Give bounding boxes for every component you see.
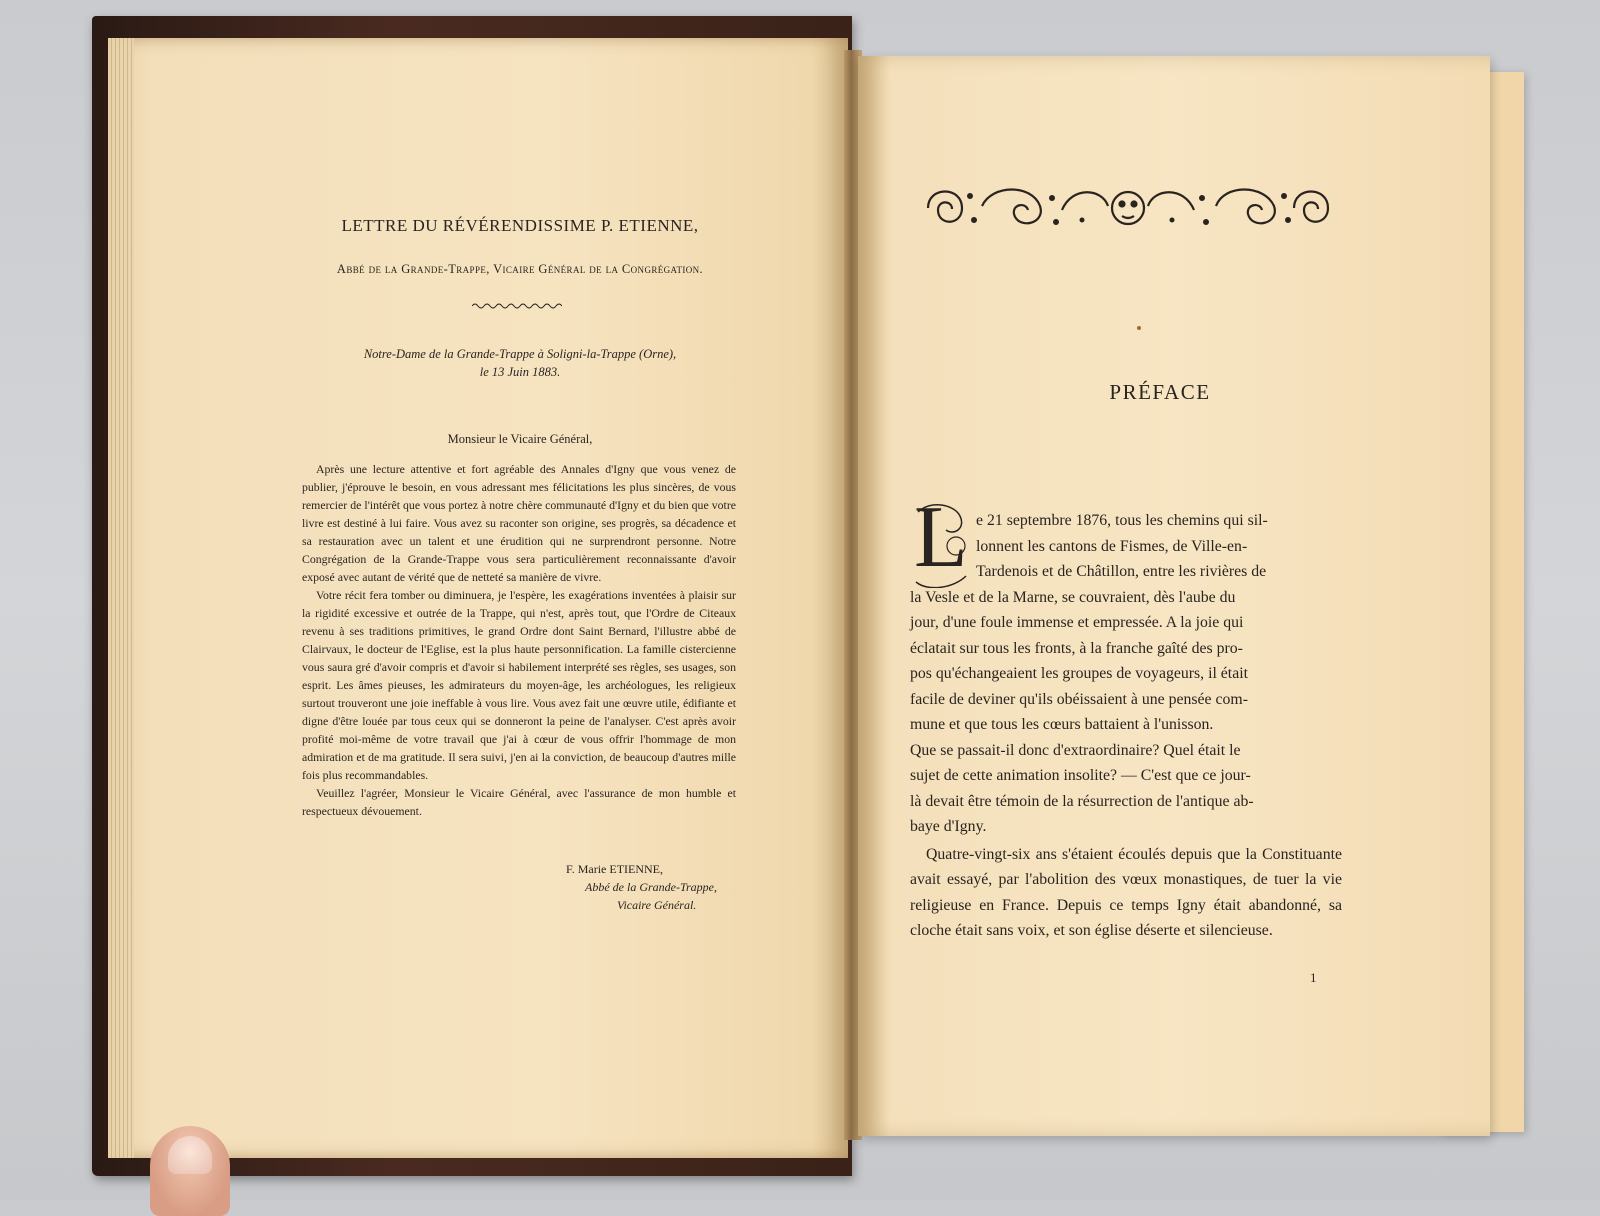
signature-title: Vicaire Général. bbox=[617, 898, 697, 912]
page-number: 1 bbox=[1310, 970, 1317, 985]
letter-title: LETTRE DU RÉVÉRENDISSIME P. ETIENNE, bbox=[341, 216, 699, 235]
text-line: sujet de cette animation insolite? — C'est que ce jour- bbox=[910, 767, 1251, 784]
text-line: baye d'Igny. bbox=[910, 818, 987, 835]
dropcap-letter: L bbox=[914, 489, 968, 586]
text-line: lonnent les cantons de Fismes, de Ville-en- bbox=[976, 537, 1248, 555]
page-edges bbox=[108, 38, 134, 1158]
letter-paragraph: Votre récit fera tomber ou diminuera, je l'espère, les exagérations inventées à plaisir sur la rigidité excessive et outrée de la Trappe, qui n'est, après tout, que l'Ordre de Citeaux revenu à ses traditions primitives, le grand Ordre dont Saint Bernard, l'illustre abbé de Clairvaux, le docteur de l'Eglise, est la plus haute personnification. La famille cistercienne vous saura gré d'avoir compris et d'avoir si habilement interprété ses règles, ses usages, son esprit. Les âmes pieuses, les admirateurs du moyen-âge, les archéologues, les religieux surtout trouveront une joie ineffable à vous lire. Vous avez fait une œuvre utile, édifiante et digne d'être louée par tous ceux qui se donneront la peine de l'analyser. C'est après avoir profité moi-même de votre travail que j'ai à cœur de vous offrir l'hommage de mon admiration et de ma gratitude. Il sera suivi, j'en ai la conviction, de beaucoup d'autres mille fois plus recommandables. bbox=[302, 588, 736, 782]
date-line: le 13 Juin 1883. bbox=[479, 365, 561, 379]
paper-spot bbox=[1137, 326, 1141, 330]
letter-body bbox=[302, 460, 736, 820]
thumbnail-nail bbox=[168, 1136, 212, 1174]
text-line: pos qu'échangeaient les groupes de voyageurs, il était bbox=[910, 665, 1248, 682]
letter-paragraph: Veuillez l'agréer, Monsieur le Vicaire Général, avec l'assurance de mon humble et respectueux dévouement. bbox=[302, 786, 736, 818]
letter-subtitle: Abbé de la Grande-Trappe, Vicaire Général de la Congrégation. bbox=[336, 262, 704, 276]
text-line: éclatait sur tous les fronts, à la franche gaîté des pro- bbox=[910, 639, 1243, 657]
text-line: e 21 septembre 1876, tous les chemins qui sil- bbox=[976, 512, 1268, 529]
place-line: Notre-Dame de la Grande-Trappe à Soligni-la-Trappe (Orne), bbox=[363, 347, 677, 361]
preface-paragraph: Quatre-vingt-six ans s'étaient écoulés depuis que la Constituante avait essayé, par l'abolition des vœux monastiques, de tuer la vie religieuse en France. Depuis ce temps Igny était abandonné, sa cloche était sans voix, et son église déserte et silencieuse. bbox=[910, 845, 1342, 939]
signature-title: Abbé de la Grande-Trappe, bbox=[585, 880, 717, 894]
letter-place-date bbox=[300, 345, 740, 381]
text-line: là devait être témoin de la résurrection de l'antique ab- bbox=[910, 792, 1254, 810]
preface-heading: PRÉFACE bbox=[1109, 380, 1211, 404]
preface-body bbox=[910, 508, 1342, 944]
text-line: mune et que tous les cœurs battaient à l'unisson. bbox=[910, 716, 1214, 733]
letter-salutation: Monsieur le Vicaire Général, bbox=[447, 432, 593, 446]
divider-squiggle bbox=[472, 302, 562, 310]
text-line: la Vesle et de la Marne, se couvraient, dès l'aube du bbox=[910, 588, 1236, 606]
text-line: Que se passait-il donc d'extraordinaire? Quel était le bbox=[910, 741, 1241, 759]
text-line: Tardenois et de Châtillon, entre les rivières de bbox=[976, 563, 1267, 580]
signature-name: F. Marie ETIENNE, bbox=[566, 862, 664, 876]
letter-paragraph: Après une lecture attentive et fort agréable des Annales d'Igny que vous venez de publier, j'éprouve le besoin, en vous adressant mes félicitations les plus sincères, de vous remercier de l'intérêt que vous portez à notre chère communauté d'Igny et du bien que votre livre est destiné à lui faire. Vous avez su raconter son origine, ses progrès, sa décadence et sa restauration avec un talent et une érudition qui ne surprendront personne. Notre Congrégation de la Grande-Trappe vous sera particulièrement reconnaissante d'avoir exposé avec autant de vérité que de netteté sa manière de vivre. bbox=[302, 462, 736, 584]
text-line: jour, d'une foule immense et empressée. A la joie qui bbox=[910, 614, 1244, 631]
decorative-ornament-icon bbox=[922, 176, 1334, 240]
text-line: facile de deviner qu'ils obéissaient à une pensée com- bbox=[910, 690, 1248, 708]
